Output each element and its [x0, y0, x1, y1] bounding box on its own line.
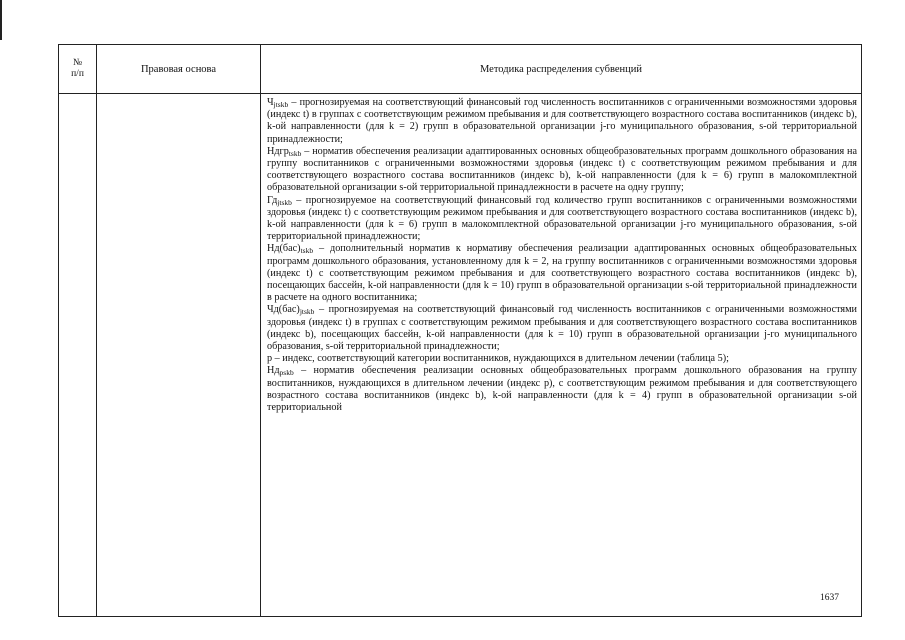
header-legal-basis: Правовая основа: [97, 45, 261, 94]
subvention-table: [58, 44, 862, 617]
term-subscript: jtskb: [299, 307, 315, 317]
scan-edge-mark: [0, 0, 2, 40]
header-number-sign: №: [72, 58, 83, 68]
term-subscript: pskb: [279, 368, 294, 378]
cell-methodology: [261, 94, 862, 617]
definition-entry: [267, 353, 857, 365]
definition-entry: [267, 304, 857, 353]
term-subscript: tskb: [300, 246, 314, 256]
term-symbol: Ч: [267, 97, 274, 108]
table-header-row: [59, 45, 862, 94]
definition-entry: [267, 146, 857, 195]
term-subscript: jtskb: [277, 197, 292, 207]
term-definition: p – индекс, соответствующий категории воспитанников, нуждающихся в длительном лечении (таблица 5);: [267, 353, 729, 365]
term-definition: – прогнозируемая на соответствующий финансовый год численность воспитанников с ограниченными возможностями здоровья (индекс t) в группах с соответствующим режимом пребывания и для соответствующего возрастного состава воспитанников (индекс b), k-ой направленности (для k = 2) групп в образовательной организации j-го муниципального образования, s-ой территориальной принадлежности;: [267, 97, 857, 145]
cell-legal-basis: [97, 94, 261, 617]
methodology-text: [261, 94, 861, 414]
definition-entry: [267, 365, 857, 414]
term-symbol: Ндгр: [267, 145, 289, 157]
header-methodology: Методика распределения субвенций: [261, 45, 862, 94]
definition-entry: [267, 97, 857, 146]
term-definition: – норматив обеспечения реализации основных общеобразовательных программ дошкольного образования на группу воспитанников, нуждающихся в длительном лечении (индекс p), с соответствующим режимом пребывания и для соответствующего возрастного состава воспитанников (индекс b), k-ой направленности (для k = 4) групп в образовательной организации s-ой территориальной: [267, 365, 857, 414]
term-symbol: Нд: [267, 365, 280, 377]
term-subscript: tskb: [288, 148, 302, 158]
term-definition: – прогнозируемое на соответствующий финансовый год количество групп воспитанников с ограниченными возможностями здоровья (индекс t) с соответствующим режимом пребывания и для соответствующего возрастного состава воспитанников (индекс b), k-ой направленности (для k = 6) групп в малокомплектной образовательной организации j-го муниципального образования, s-ой территориальной принадлежности;: [267, 194, 857, 243]
header-number-abbr: п/п: [71, 69, 84, 79]
term-symbol: Гд: [267, 194, 278, 206]
table-row: [59, 94, 862, 617]
term-symbol: Чд(бас): [267, 304, 300, 316]
term-definition: – дополнительный норматив к нормативу обеспечения реализации адаптированных основных общеобразовательных программ дошкольного образования, установленному для k = 2, на группу воспитанников с ограниченными возможностями здоровья (индекс t) с соответствующим режимом пребывания и для соответствующего возрастного состава воспитанников (индекс b), посещающих бассейн, k-ой направленности (для k = 10) групп в образовательной организации s-ой территориальной принадлежности в расчете на одного воспитанника;: [267, 243, 857, 304]
term-definition: – норматив обеспечения реализации адаптированных основных общеобразовательных программ дошкольного образования на группу воспитанников с ограниченными возможностями здоровья (индекс t) с соответствующим режимом пребывания и для соответствующего возрастного состава воспитанников (индекс b), k-ой направленности (для k = 6) групп в малокомплектной образовательной организации s-ой территориальной принадлежности в расчете на одну группу;: [267, 145, 857, 194]
term-subscript: jtskb: [273, 100, 289, 109]
definition-entry: [267, 243, 857, 304]
term-definition: – прогнозируемая на соответствующий финансовый год численность воспитанников с ограниченными возможностями здоровья (индекс t) в группах с соответствующим режимом пребывания и для соответствующего возрастного состава воспитанников (индекс b), посещающих бассейн, k-ой направленности (для k = 10) групп в образовательной организации j-го муниципального образования, s-ой территориальной принадлежности;: [267, 304, 857, 353]
page-number: 1637: [820, 593, 839, 603]
cell-number: [59, 94, 97, 617]
term-symbol: Нд(бас): [267, 243, 301, 255]
definition-entry: [267, 195, 857, 244]
header-number: [59, 45, 97, 94]
